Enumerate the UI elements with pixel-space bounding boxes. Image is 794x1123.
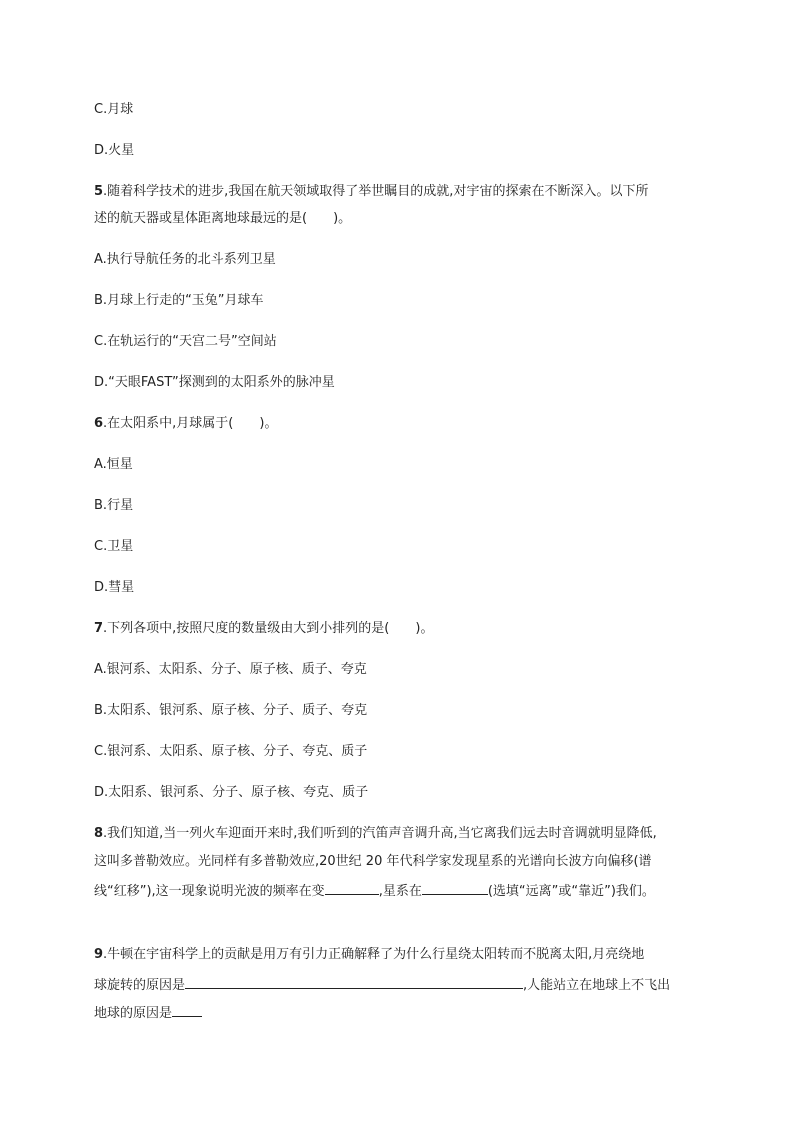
q5-option-a [94, 251, 276, 269]
q7-option-a [94, 661, 367, 679]
option-text: “天眼FAST”探测到的太阳系外的脉冲星 [108, 375, 335, 390]
option-text: 银河系、太阳系、原子核、分子、夸克、质子 [107, 744, 368, 759]
question-text: .随着科学技术的进步,我国在航天领域取得了举世瞩目的成就,对宇宙的探索在不断深入。以下所 [103, 184, 649, 199]
q7-stem-line1 [94, 620, 433, 638]
question-number: 8 [94, 826, 104, 841]
question-text: 述的航天器或星体距离地球最远的是( )。 [94, 211, 352, 226]
question-text: 地球的原因是 [94, 1006, 173, 1021]
question-text: .我们知道,当一列火车迎面开来时,我们听到的汽笛声音调升高,当它离我们远去时音调就明显降低, [103, 826, 657, 841]
option-text: 行星 [107, 498, 134, 513]
answer-blank-direction[interactable] [422, 881, 488, 895]
question-text: .在太阳系中,月球属于( )。 [103, 416, 278, 431]
question-text: ,星系在 [378, 884, 422, 899]
option-label: D. [94, 143, 109, 158]
question-text: .牛顿在宇宙科学上的贡献是用万有引力正确解释了为什么行星绕太阳转而不脱离太阳,月亮绕地 [103, 947, 645, 962]
q8-stem-line1 [94, 825, 657, 843]
option-label: A. [94, 662, 107, 677]
option-text: 火星 [108, 143, 135, 158]
q7-option-d [94, 784, 368, 802]
option-text: 太阳系、银河系、分子、原子核、夸克、质子 [108, 785, 369, 800]
option-text: 在轨运行的“天宫二号”空间站 [107, 334, 277, 349]
q7-option-c [94, 743, 367, 761]
option-label: D. [94, 785, 109, 800]
answer-blank-gravity[interactable] [172, 1003, 202, 1017]
q8-stem-line3 [94, 881, 655, 901]
option-text: 太阳系、银河系、原子核、分子、质子、夸克 [107, 703, 368, 718]
question-number: 7 [94, 621, 104, 636]
question-number: 9 [94, 947, 104, 962]
q4-option-d [94, 142, 134, 160]
option-label: B. [94, 498, 108, 513]
option-label: C. [94, 102, 108, 117]
option-text: 月球 [107, 102, 134, 117]
option-label: D. [94, 580, 109, 595]
q6-option-c [94, 538, 133, 556]
question-number: 5 [94, 184, 104, 199]
q5-stem-line1 [94, 183, 648, 201]
q6-option-d [94, 579, 134, 597]
q5-option-b [94, 292, 264, 310]
option-text: 恒星 [106, 457, 133, 472]
option-label: B. [94, 703, 108, 718]
q6-option-b [94, 497, 133, 515]
q8-stem-line2 [94, 853, 652, 871]
q7-option-b [94, 702, 367, 720]
option-label: C. [94, 334, 108, 349]
q9-stem-line3 [94, 1003, 202, 1023]
q5-option-c [94, 333, 277, 351]
answer-blank-moon-orbit[interactable] [185, 975, 523, 989]
question-text: 球旋转的原因是 [94, 978, 186, 993]
q6-stem-line1 [94, 415, 277, 433]
option-label: D. [94, 375, 109, 390]
q5-stem-line2 [94, 210, 351, 228]
option-text: 执行导航任务的北斗系列卫星 [106, 252, 276, 267]
question-number: 6 [94, 416, 104, 431]
q6-option-a [94, 456, 133, 474]
option-label: A. [94, 252, 107, 267]
option-text: 彗星 [108, 580, 135, 595]
q9-stem-line2 [94, 975, 670, 995]
option-text: 月球上行走的“玉兔”月球车 [107, 293, 264, 308]
answer-blank-frequency[interactable] [325, 881, 379, 895]
option-label: C. [94, 744, 108, 759]
q4-option-c [94, 101, 133, 119]
question-text: .下列各项中,按照尺度的数量级由大到小排列的是( )。 [103, 621, 434, 636]
option-label: B. [94, 293, 108, 308]
option-text: 卫星 [107, 539, 134, 554]
question-text: ,人能站立在地球上不飞出 [523, 978, 671, 993]
option-text: 银河系、太阳系、分子、原子核、质子、夸克 [106, 662, 367, 677]
option-label: A. [94, 457, 107, 472]
question-text: 线“红移”),这一现象说明光波的频率在变 [94, 884, 325, 899]
question-text: (选填“远离”或“靠近”)我们。 [487, 884, 655, 899]
q9-stem-line1 [94, 946, 644, 964]
option-label: C. [94, 539, 108, 554]
q5-option-d [94, 374, 335, 392]
question-text: 这叫多普勒效应。光同样有多普勒效应,20世纪 20 年代科学家发现星系的光谱向长波方向偏移(谱 [94, 854, 652, 869]
